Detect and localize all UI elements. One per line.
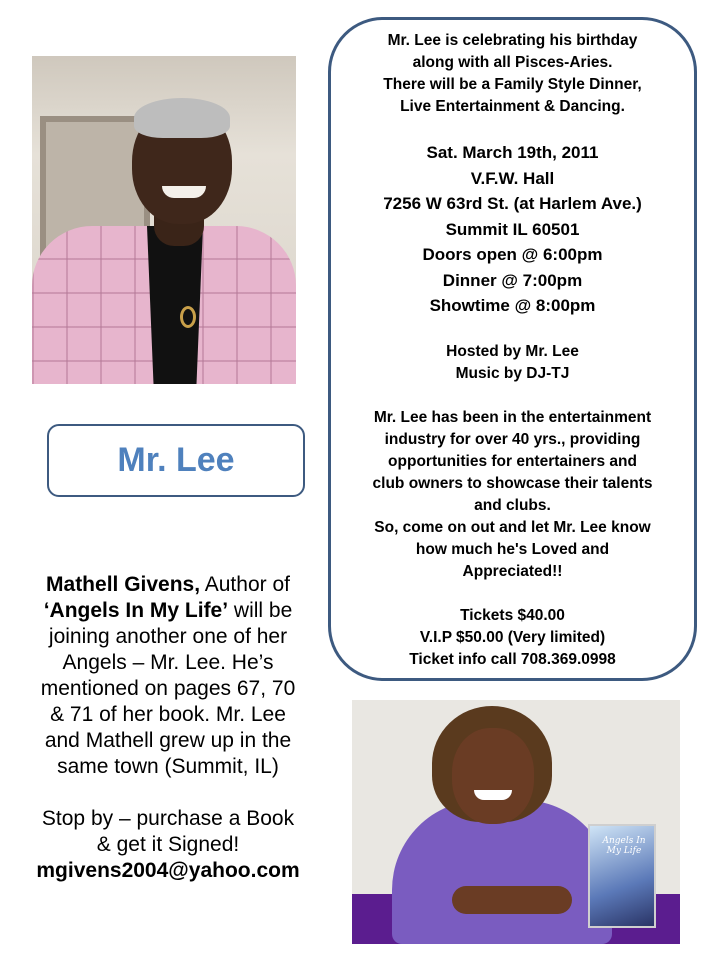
about-line-3: opportunities for entertainers and: [388, 452, 637, 470]
hands: [452, 886, 572, 914]
author-line-4: Angels – Mr. Lee. He’s: [62, 651, 274, 674]
signing-line-1: Stop by – purchase a Book: [41, 807, 295, 830]
about-line-7: how much he's Loved and: [415, 540, 610, 558]
event-address: 7256 W 63rd St. (at Harlem Ave.): [383, 194, 642, 213]
mathell-photo: [352, 700, 680, 944]
music-line: Music by DJ-TJ: [455, 364, 570, 382]
author-line-8: same town (Summit, IL): [57, 755, 279, 778]
event-details-box: [328, 17, 697, 681]
host-line: Hosted by Mr. Lee: [446, 342, 579, 360]
author-description: [8, 572, 328, 884]
spacer: [341, 118, 684, 140]
author-line-2: [8, 598, 328, 624]
book-cover-title: Angels In My Life: [602, 836, 646, 856]
face: [452, 728, 534, 824]
signing-line-2: & get it Signed!: [96, 833, 240, 856]
gold-chain: [180, 306, 196, 328]
vip-price: V.I.P $50.00 (Very limited): [419, 628, 606, 646]
smile: [474, 790, 512, 800]
author-line-5: mentioned on pages 67, 70: [40, 677, 296, 700]
event-city: Summit IL 60501: [445, 219, 580, 239]
book-title: ‘Angels In My Life’: [43, 599, 229, 622]
intro-line-1: Mr. Lee is celebrating his birthday: [387, 32, 638, 49]
intro-line-2: along with all Pisces-Aries.: [412, 54, 613, 71]
smile: [162, 186, 206, 198]
book-cover: [588, 824, 656, 928]
intro-line-3: There will be a Family Style Dinner,: [383, 76, 642, 93]
event-date: Sat. March 19th, 2011: [426, 143, 599, 162]
author-line-3: joining another one of her: [48, 625, 288, 648]
about-line-1: Mr. Lee has been in the entertainment: [373, 408, 652, 426]
about-line-6: So, come on out and let Mr. Lee know: [374, 518, 651, 536]
ticket-price: Tickets $40.00: [460, 606, 565, 624]
name-label: Mr. Lee: [117, 441, 235, 479]
about-line-8: Appreciated!!: [462, 562, 563, 580]
doors-open: Doors open @ 6:00pm: [422, 245, 603, 264]
author-email[interactable]: mgivens2004@yahoo.com: [36, 859, 300, 882]
author-line-7: and Mathell grew up in the: [44, 729, 292, 752]
spacer: [341, 319, 684, 341]
gray-hair: [134, 98, 230, 138]
dinner-time: Dinner @ 7:00pm: [442, 270, 583, 290]
spacer: [341, 385, 684, 407]
about-line-2: industry for over 40 yrs., providing: [384, 430, 641, 448]
showtime: Showtime @ 8:00pm: [429, 296, 596, 315]
book-title-rest: will be: [228, 599, 293, 622]
spacer: [8, 780, 328, 806]
author-line-1: [8, 572, 328, 598]
about-line-5: and clubs.: [474, 496, 551, 514]
mr-lee-photo: [32, 56, 296, 384]
name-label-box: [47, 424, 305, 497]
author-name: Mathell Givens,: [46, 573, 201, 596]
ticket-info: Ticket info call 708.369.0998: [409, 650, 616, 668]
spacer: [341, 583, 684, 605]
about-line-4: club owners to showcase their talents: [372, 474, 653, 492]
intro-line-4: Live Entertainment & Dancing.: [400, 98, 625, 115]
event-venue: V.F.W. Hall: [470, 168, 555, 188]
author-line-6: & 71 of her book. Mr. Lee: [50, 703, 286, 726]
author-suffix: Author of: [200, 573, 290, 596]
